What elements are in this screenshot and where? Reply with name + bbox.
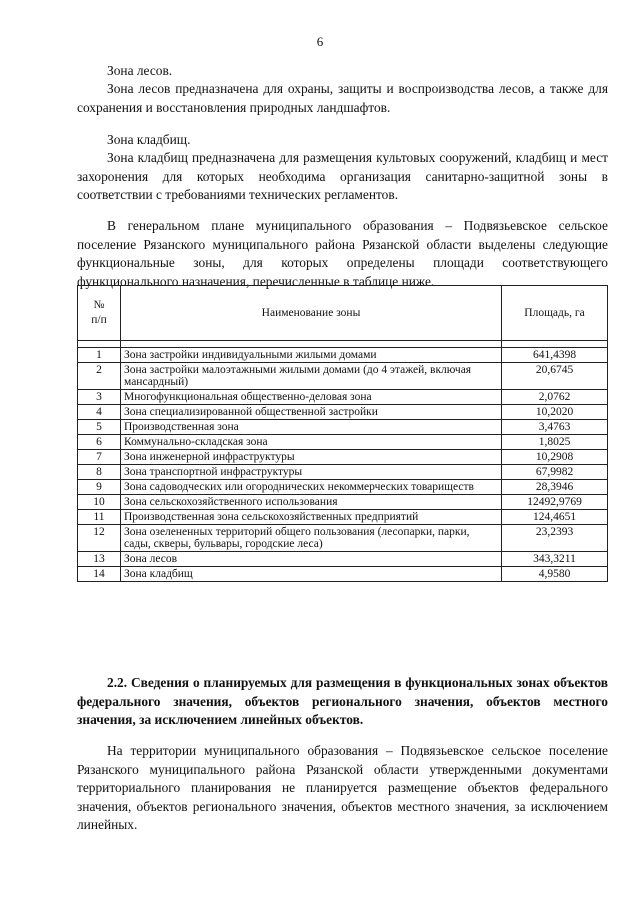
cell-area: 3,4763: [502, 420, 608, 435]
cell-area: 1,8025: [502, 435, 608, 450]
cell-zone-name: Многофункциональная общественно-деловая зона: [121, 390, 502, 405]
table-row: [78, 525, 608, 552]
cell-zone-name: Зона кладбищ: [121, 567, 502, 582]
table-row: [78, 435, 608, 450]
table-row: [78, 465, 608, 480]
cell-area: 10,2908: [502, 450, 608, 465]
cell-area: 28,3946: [502, 480, 608, 495]
cell-zone-name: Зона сельскохозяйственного использования: [121, 495, 502, 510]
cell-number: 6: [78, 435, 121, 450]
cell-number: 12: [78, 525, 121, 552]
cemetery-zone-description: Зона кладбищ предназначена для размещения культовых сооружений, кладбищ и мест захоронения для которых необходима организация санитарно-защитной зоны в соответствии с требованиями технических регламентов.: [77, 150, 608, 202]
cell-number: 14: [78, 567, 121, 582]
cell-number: 5: [78, 420, 121, 435]
cell-area: 10,2020: [502, 405, 608, 420]
cell-zone-name: Производственная зона: [121, 420, 502, 435]
cell-zone-name: Зона садоводческих или огороднических некоммерческих товариществ: [121, 480, 502, 495]
cell-number: 7: [78, 450, 121, 465]
column-header-number: [78, 286, 121, 341]
table-row: [78, 495, 608, 510]
table-row: [78, 567, 608, 582]
cell-number: 3: [78, 390, 121, 405]
intro-paragraph: В генеральном плане муниципального образования – Подвязьевское сельское поселение Рязанского муниципального района Рязанской области выделены следующие функциональные зоны, для которых определены площади соответствующего функционального назначения, перечисленные в таблице ниже.: [77, 218, 608, 289]
cell-zone-name: Зона лесов: [121, 552, 502, 567]
cell-number: 9: [78, 480, 121, 495]
table-row: [78, 390, 608, 405]
cell-number: 13: [78, 552, 121, 567]
cell-area: 2,0762: [502, 390, 608, 405]
table-row: [78, 363, 608, 390]
cell-area: 641,4398: [502, 348, 608, 363]
cell-area: 67,9982: [502, 465, 608, 480]
table-row: [78, 405, 608, 420]
page-number: 6: [316, 34, 324, 49]
column-header-name: Наименование зоны: [121, 286, 502, 341]
cell-area: 124,4651: [502, 510, 608, 525]
table-row: [78, 510, 608, 525]
cell-area: 20,6745: [502, 363, 608, 390]
cell-zone-name: Зона застройки индивидуальными жилыми домами: [121, 348, 502, 363]
table-row: [78, 552, 608, 567]
table-body: [78, 341, 608, 582]
cell-zone-name: Зона инженерной инфраструктуры: [121, 450, 502, 465]
table-spacer-row: [78, 341, 608, 348]
cell-number: 10: [78, 495, 121, 510]
column-header-area: Площадь, га: [502, 286, 608, 341]
cell-zone-name: Зона застройки малоэтажными жилыми домами (до 4 этажей, включая мансардный): [121, 363, 502, 390]
table-row: [78, 480, 608, 495]
cell-number: 2: [78, 363, 121, 390]
cell-area: 23,2393: [502, 525, 608, 552]
section-heading: 2.2. Сведения о планируемых для размещения в функциональных зонах объектов федерального значения, объектов регионального значения, объектов местного значения, за исключением линейных объектов.: [77, 675, 608, 727]
column-header-number-line2: п/п: [91, 314, 107, 326]
cell-area: 343,3211: [502, 552, 608, 567]
cell-zone-name: Зона транспортной инфраструктуры: [121, 465, 502, 480]
table-row: [78, 348, 608, 363]
table-header-row: [78, 286, 608, 341]
forest-zone-description: Зона лесов предназначена для охраны, защиты и воспроизводства лесов, а также для сохранения и восстановления природных ландшафтов.: [77, 81, 608, 115]
cell-area: 12492,9769: [502, 495, 608, 510]
table-row: [78, 420, 608, 435]
cell-zone-name: Зона озелененных территорий общего пользования (лесопарки, парки, сады, скверы, бульвары, городские леса): [121, 525, 502, 552]
forest-zone-title: Зона лесов.: [107, 63, 173, 78]
cell-zone-name: Производственная зона сельскохозяйственных предприятий: [121, 510, 502, 525]
table-row: [78, 450, 608, 465]
cell-zone-name: Зона специализированной общественной застройки: [121, 405, 502, 420]
cell-number: 11: [78, 510, 121, 525]
cemetery-zone-title: Зона кладбищ.: [107, 132, 191, 147]
cell-number: 8: [78, 465, 121, 480]
column-header-number-line1: №: [93, 299, 105, 311]
cell-number: 1: [78, 348, 121, 363]
cell-zone-name: Коммунально-складская зона: [121, 435, 502, 450]
cell-number: 4: [78, 405, 121, 420]
final-paragraph: На территории муниципального образования – Подвязьевское сельское поселение Рязанского муниципального района Рязанской области утвержденными документами территориального планирования не планируется размещение объектов федерального значения, объектов регионального значения, объектов местного значения, за исключением линейных.: [77, 743, 608, 832]
zones-table: [77, 285, 608, 582]
cell-area: 4,9580: [502, 567, 608, 582]
